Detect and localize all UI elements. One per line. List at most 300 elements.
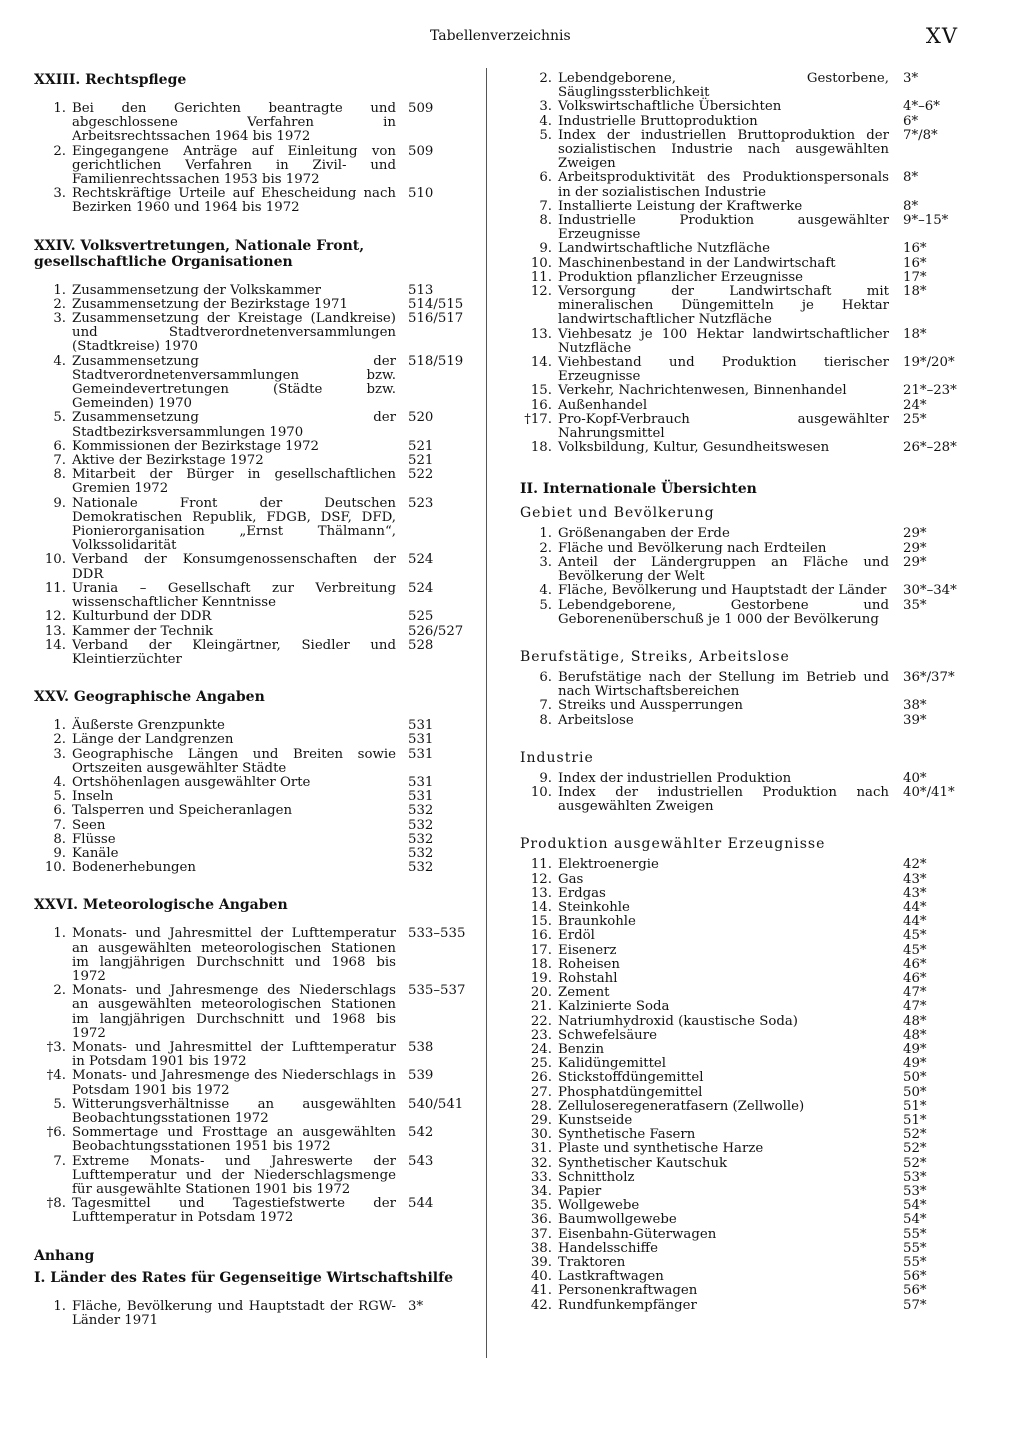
toc-entry [34, 582, 464, 610]
entry-page: 44* [903, 899, 927, 915]
entry-title: Versorgung der Landwirtschaft mit mineralischen Düngemitteln je Hektar landwirtschaftlicher Nutzfläche [558, 284, 889, 328]
toc-entry [34, 553, 464, 581]
toc-entry [520, 1228, 975, 1242]
entry-title: Kulturbund der DDR [72, 609, 212, 625]
entry-title: Rechtskräftige Urteile auf Ehescheidung nach Bezirken 1960 und 1964 bis 1972 [72, 186, 396, 216]
entry-number: 5. [53, 410, 66, 426]
entry-number: 14. [44, 637, 66, 653]
entry-title: Äußerste Grenzpunkte [72, 718, 225, 734]
toc-entry [34, 497, 464, 554]
entry-number: 5. [53, 1096, 66, 1112]
entry-number: 18. [530, 440, 552, 456]
toc-entry [520, 72, 975, 100]
toc-entry [520, 599, 975, 627]
toc-entry [34, 861, 464, 875]
entry-number: 20. [530, 985, 552, 1001]
entry-page: 50* [903, 1070, 927, 1086]
entry-title: Index der industriellen Produktion nach ausgewählten Zweigen [558, 784, 889, 815]
entry-title: Phosphatdüngemittel [558, 1084, 703, 1100]
entry-title: Anteil der Ländergruppen an Fläche und Bevölkerung der Welt [558, 554, 889, 585]
running-title: Tabellenverzeichnis [430, 28, 571, 44]
toc-entry [520, 527, 975, 541]
entry-title: Kammer der Technik [72, 623, 214, 639]
toc-entry [520, 1128, 975, 1142]
toc-entry [520, 257, 975, 271]
entry-list [34, 719, 464, 875]
entry-title: Kanäle [72, 845, 119, 861]
toc-entry [520, 1299, 975, 1313]
toc-entry [34, 804, 464, 818]
toc-entry [520, 1256, 975, 1270]
entry-number: 11. [530, 269, 552, 285]
entry-title: Verkehr, Nachrichtenwesen, Binnenhandel [558, 383, 847, 399]
entry-page: 43* [903, 885, 927, 901]
toc-entry [520, 271, 975, 285]
entry-title: Wollgewebe [558, 1198, 640, 1214]
entry-number: 9. [539, 770, 552, 786]
entry-title: Inseln [72, 789, 114, 805]
entry-title: Viehbesatz je 100 Hektar landwirtschaftlicher Nutzfläche [558, 326, 889, 356]
entry-title: Pro-Kopf-Verbrauch ausgewählter Nahrungsmittel [558, 411, 889, 442]
entry-title: Zelluloseregeneratfasern (Zellwolle) [558, 1098, 805, 1114]
entry-title: Tagesmittel und Tagestiefstwerte der Lufttemperatur in Potsdam 1972 [72, 1196, 396, 1226]
entry-title: Erdöl [558, 928, 595, 944]
entry-title: Kunstseide [558, 1112, 633, 1128]
entry-number: 5. [539, 597, 552, 613]
entry-title: Produktion pflanzlicher Erzeugnisse [558, 269, 804, 285]
entry-number: 7. [53, 1153, 66, 1169]
entry-number: 14. [530, 355, 552, 371]
entry-number: 5. [539, 127, 552, 143]
toc-entry [520, 1171, 975, 1185]
entry-page: 25* [903, 411, 927, 427]
entry-title: Landwirtschaftliche Nutzfläche [558, 241, 771, 257]
entry-page: 538 [408, 1039, 434, 1055]
entry-number: 12. [530, 871, 552, 887]
entry-number: 30. [530, 1127, 552, 1143]
entry-title: Seen [72, 817, 106, 833]
toc-entry [520, 1242, 975, 1256]
entry-number: 26. [530, 1070, 552, 1086]
toc-entry [34, 1300, 464, 1328]
entry-title: Synthetische Fasern [558, 1127, 696, 1143]
entry-page: 53* [903, 1184, 927, 1199]
entry-title: Stickstoffdüngemittel [558, 1070, 704, 1086]
entry-number: 33. [530, 1169, 552, 1185]
entry-page: 8* [903, 170, 919, 186]
entry-title: Traktoren [558, 1255, 626, 1271]
entry-number: 2. [53, 983, 66, 999]
toc-entry [520, 1157, 975, 1171]
entry-page: 539 [408, 1068, 434, 1084]
page-header [0, 26, 1024, 50]
entry-page: 532 [408, 803, 434, 819]
entry-page: 540/541 [408, 1096, 464, 1112]
entry-title: Schnittholz [558, 1169, 635, 1185]
entry-list [520, 858, 975, 1313]
entry-page: 543 [408, 1153, 434, 1169]
entry-title: Ortshöhenlagen ausgewählter Orte [72, 774, 311, 790]
toc-entry [520, 1000, 975, 1014]
entry-page: 535–537 [408, 983, 466, 999]
entry-number: 3. [53, 746, 66, 762]
entry-title: Schwefelsäure [558, 1027, 657, 1043]
entry-page: 49* [903, 1041, 927, 1057]
entry-title: Talsperren und Speicheranlagen [72, 803, 293, 819]
entry-page: 18* [903, 326, 927, 342]
entry-page: 35* [903, 597, 927, 613]
toc-entry [520, 958, 975, 972]
entry-page: 45* [903, 942, 927, 958]
entry-title: Plaste und synthetische Harze [558, 1141, 764, 1157]
toc-entry [520, 1029, 975, 1043]
entry-number: 15. [530, 914, 552, 930]
entry-number: 12. [530, 284, 552, 300]
entry-number: 21. [530, 999, 552, 1015]
entry-number: 22. [530, 1013, 552, 1029]
toc-entry [34, 610, 464, 624]
entry-title: Streiks und Aussperrungen [558, 698, 743, 714]
entry-number: 8. [53, 831, 66, 847]
right-column [520, 72, 975, 1335]
toc-entry [34, 355, 464, 412]
entry-title: Eisenerz [558, 942, 617, 958]
toc-entry [34, 468, 464, 496]
entry-number: †8. [46, 1196, 66, 1212]
entry-number: 10. [530, 784, 552, 800]
entry-title: Kalzinierte Soda [558, 999, 670, 1015]
entry-page: 526/527 [408, 623, 464, 639]
toc-entry [520, 542, 975, 556]
entry-number: 3. [53, 186, 66, 202]
entry-number: 16. [530, 928, 552, 944]
entry-page: 43* [903, 871, 927, 887]
entry-title: Witterungsverhältnisse an ausgewählten Beobachtungsstationen 1972 [72, 1096, 396, 1126]
toc-entry [520, 1199, 975, 1213]
toc-entry [34, 748, 464, 776]
entry-page: 531 [408, 746, 434, 762]
entry-title: Eisenbahn-Güterwagen [558, 1226, 717, 1242]
entry-title: Flüsse [72, 831, 116, 847]
entry-number: 17. [530, 942, 552, 958]
toc-entry [520, 699, 975, 713]
subsection-heading: Berufstätige, Streiks, Arbeitslose [520, 648, 790, 665]
entry-page: 532 [408, 860, 434, 876]
entry-number: 39. [530, 1255, 552, 1271]
entry-title: Zement [558, 985, 610, 1001]
toc-entry [520, 100, 975, 114]
entry-title: Berufstätige nach der Stellung im Betrieb und nach Wirtschaftsbereichen [558, 669, 889, 700]
entry-page: 52* [903, 1127, 927, 1143]
entry-page: 54* [903, 1212, 927, 1228]
page-number: XV [925, 24, 958, 48]
entry-title: Kalidüngemittel [558, 1056, 667, 1072]
toc-entry [520, 584, 975, 598]
entry-number: 3. [539, 554, 552, 570]
toc-entry [520, 171, 975, 199]
entry-page: 51* [903, 1112, 927, 1128]
entry-title: Verband der Kleingärtner, Siedler und Kleintierzüchter [72, 637, 396, 667]
toc-entry [34, 833, 464, 847]
entry-number: 8. [539, 712, 552, 728]
entry-page: 522 [408, 467, 434, 483]
toc-entry [34, 298, 464, 312]
toc-entry [520, 972, 975, 986]
entry-page: 57* [903, 1297, 927, 1313]
entry-page: 47* [903, 985, 927, 1001]
entry-page: 533–535 [408, 926, 466, 942]
entry-number: 8. [539, 213, 552, 229]
toc-entry [520, 1100, 975, 1114]
section-heading: XXIII. Rechtspflege [34, 72, 187, 88]
entry-number: 29. [530, 1112, 552, 1128]
entry-page: 30*–34* [903, 583, 957, 599]
entry-number: 2. [53, 296, 66, 312]
toc-entry [520, 129, 975, 172]
entry-number: 4. [539, 583, 552, 599]
entry-page: 532 [408, 817, 434, 833]
entry-number: 7. [539, 198, 552, 214]
entry-page: 21*–23* [903, 383, 957, 399]
entry-number: 36. [530, 1212, 552, 1228]
toc-entry [520, 873, 975, 887]
entry-title: Mitarbeit der Bürger in gesellschaftlichen Gremien 1972 [72, 467, 396, 497]
entry-number: 7. [53, 453, 66, 469]
entry-page: 46* [903, 956, 927, 972]
entry-title: Geographische Längen und Breiten sowie Ortszeiten ausgewählter Städte [72, 746, 396, 776]
entry-page: 520 [408, 410, 434, 426]
entry-page: 528 [408, 637, 434, 653]
entry-page: 4*–6* [903, 99, 940, 115]
toc-entry [520, 115, 975, 129]
entry-page: 55* [903, 1226, 927, 1242]
entry-title: Erdgas [558, 885, 606, 901]
toc-entry [520, 714, 975, 728]
entry-page: 16* [903, 255, 927, 271]
entry-title: Monats- und Jahresmenge des Niederschlags an ausgewählten meteorologischen Stationen im langjährigen Durchschnitt und 1968 bis 1972 [72, 983, 396, 1041]
entry-number: 1. [53, 718, 66, 734]
subsection-heading: Gebiet und Bevölkerung [520, 505, 715, 522]
toc-entry [520, 772, 975, 786]
toc-entry [520, 1213, 975, 1227]
entry-number: 18. [530, 956, 552, 972]
toc-entry [34, 790, 464, 804]
entry-number: 24. [530, 1041, 552, 1057]
entry-list [34, 102, 464, 216]
entry-title: Zusammensetzung der Stadtverordnetenversammlungen bzw. Gemeindevertretungen (Städte bzw. Gemeinden) 1970 [72, 353, 396, 412]
entry-page: 509 [408, 143, 434, 159]
toc-entry [520, 1185, 975, 1199]
entry-number: 1. [53, 101, 66, 116]
toc-entry [34, 719, 464, 733]
entry-number: 10. [530, 255, 552, 271]
entry-number: 8. [53, 467, 66, 483]
entry-number: 10. [44, 860, 66, 876]
entry-number: 27. [530, 1084, 552, 1100]
toc-entry [520, 356, 975, 384]
entry-page: 38* [903, 698, 927, 714]
toc-entry [520, 384, 975, 398]
entry-page: 532 [408, 831, 434, 847]
toc-entry [34, 1041, 464, 1069]
entry-page: 542 [408, 1125, 434, 1141]
entry-number: 37. [530, 1226, 552, 1242]
entry-title: Monats- und Jahresmenge des Niederschlags in Potsdam 1901 bis 1972 [72, 1068, 396, 1098]
entry-page: 55* [903, 1255, 927, 1271]
entry-title: Sommertage und Frosttage an ausgewählten Beobachtungsstationen 1951 bis 1972 [72, 1125, 396, 1155]
toc-entry [34, 984, 464, 1041]
toc-entry [34, 187, 464, 215]
entry-title: Zusammensetzung der Stadtbezirksversammlungen 1970 [72, 410, 396, 440]
toc-entry [34, 145, 464, 188]
entry-number: 19. [530, 970, 552, 986]
entry-number: 10. [44, 552, 66, 568]
entry-number: 2. [53, 143, 66, 159]
entry-number: †6. [46, 1125, 66, 1141]
entry-number: †4. [46, 1068, 66, 1084]
entry-title: Handelsschiffe [558, 1240, 658, 1256]
toc-entry [520, 671, 975, 699]
entry-page: 8* [903, 198, 919, 214]
entry-number: 6. [53, 803, 66, 819]
entry-number: 13. [44, 623, 66, 639]
toc-entry [520, 1270, 975, 1284]
entry-title: Index der industriellen Produktion [558, 770, 792, 786]
subsection-heading: Industrie [520, 749, 594, 766]
entry-number: 9. [53, 495, 66, 511]
entry-title: Braunkohle [558, 914, 636, 930]
toc-entry [34, 411, 464, 439]
entry-list [520, 772, 975, 815]
entry-number: 11. [44, 580, 66, 596]
toc-entry [34, 927, 464, 984]
appendix-heading: Anhang [34, 1247, 95, 1264]
entry-page: 513 [408, 282, 434, 298]
toc-entry [34, 625, 464, 639]
entry-number: 1. [53, 926, 66, 942]
entry-title: Papier [558, 1184, 602, 1199]
toc-entry [34, 847, 464, 861]
entry-page: 29* [903, 554, 927, 570]
entry-number: 7. [53, 817, 66, 833]
entry-title: Außenhandel [558, 397, 648, 413]
entry-page: 525 [408, 609, 434, 625]
entry-title: Benzin [558, 1041, 605, 1057]
entry-page: 56* [903, 1283, 927, 1299]
entry-number: 5. [53, 789, 66, 805]
entry-number: 2. [539, 540, 552, 556]
entry-page: 49* [903, 1056, 927, 1072]
toc-entry [520, 1114, 975, 1128]
entry-title: Arbeitslose [558, 712, 634, 728]
entry-title: Viehbestand und Produktion tierischer Erzeugnisse [558, 355, 889, 385]
entry-number: 15. [530, 383, 552, 399]
toc-entry [520, 200, 975, 214]
entry-page: 24* [903, 397, 927, 413]
toc-entry [520, 929, 975, 943]
entry-number: 13. [530, 885, 552, 901]
entry-page: 42* [903, 857, 927, 873]
entry-number: 4. [53, 774, 66, 790]
entry-number: 13. [530, 326, 552, 342]
entry-page: 52* [903, 1141, 927, 1157]
entry-number: 11. [530, 857, 552, 873]
entry-page: 544 [408, 1196, 434, 1212]
entry-list [520, 72, 975, 455]
entry-page: 531 [408, 789, 434, 805]
toc-entry [520, 399, 975, 413]
toc-entry [520, 1071, 975, 1085]
entry-title: Gas [558, 871, 584, 887]
entry-title: Industrielle Produktion ausgewählter Erzeugnisse [558, 213, 889, 243]
entry-title: Synthetischer Kautschuk [558, 1155, 728, 1171]
entry-title: Urania – Gesellschaft zur Verbreitung wissenschaftlicher Kenntnisse [72, 580, 396, 611]
entry-title: Personenkraftwagen [558, 1283, 698, 1299]
toc-entry [520, 441, 975, 455]
toc-entry [520, 1043, 975, 1057]
toc-entry [520, 242, 975, 256]
entry-page: 46* [903, 970, 927, 986]
entry-number: 34. [530, 1184, 552, 1199]
entry-page: 29* [903, 526, 927, 542]
entry-page: 510 [408, 186, 434, 202]
entry-title: Nationale Front der Deutschen Demokratischen Republik, FDGB, DSF, DFD, Pionierorganisation „Ernst Thälmann“, Volkssolidarität [72, 495, 396, 554]
entry-title: Maschinenbestand in der Landwirtschaft [558, 255, 836, 271]
toc-entry [520, 901, 975, 915]
entry-title: Lastkraftwagen [558, 1269, 664, 1285]
entry-title: Index der industriellen Bruttoproduktion der sozialistischen Industrie nach ausgewählten Zweigen [558, 127, 889, 172]
entry-number: 9. [539, 241, 552, 257]
entry-number: †3. [46, 1039, 66, 1055]
entry-page: 56* [903, 1269, 927, 1285]
toc-entry [520, 1284, 975, 1298]
entry-page: 29* [903, 540, 927, 556]
subsection-heading: Produktion ausgewählter Erzeugnisse [520, 836, 826, 853]
toc-entry [520, 1086, 975, 1100]
entry-number: 1. [53, 282, 66, 298]
entry-page: 26*–28* [903, 440, 957, 456]
entry-page: 9*–15* [903, 213, 949, 229]
entry-page: 523 [408, 495, 434, 511]
entry-title: Industrielle Bruttoproduktion [558, 113, 758, 129]
toc-entry [520, 915, 975, 929]
toc-entry [34, 312, 464, 355]
entry-title: Natriumhydroxid (kaustische Soda) [558, 1013, 798, 1029]
entry-title: Rundfunkempfänger [558, 1297, 697, 1313]
entry-title: Eingegangene Anträge auf Einleitung von gerichtlichen Verfahren in Zivil- und Familienrechtssachen 1953 bis 1972 [72, 143, 396, 188]
entry-title: Monats- und Jahresmittel der Lufttemperatur an ausgewählten meteorologischen Stationen im langjährigen Durchschnitt und 1968 bis 1972 [72, 926, 396, 984]
entry-page: 47* [903, 999, 927, 1015]
section-heading: XXV. Geographische Angaben [34, 689, 265, 706]
left-column [34, 72, 464, 1350]
entry-title: Lebendgeborene, Gestorbene, Säuglingssterblichkeit [558, 71, 889, 101]
entry-page: 45* [903, 928, 927, 944]
toc-entry [34, 440, 464, 454]
entry-title: Aktive der Bezirkstage 1972 [72, 453, 264, 469]
entry-number: 16. [530, 397, 552, 413]
entry-list [34, 927, 464, 1225]
entry-title: Kommissionen der Bezirkstage 1972 [72, 438, 319, 454]
entry-page: 50* [903, 1084, 927, 1100]
entry-page: 18* [903, 284, 927, 300]
column-divider [486, 68, 487, 1358]
toc-entry [520, 556, 975, 584]
entry-number: 31. [530, 1141, 552, 1157]
entry-number: 28. [530, 1098, 552, 1114]
section-heading: XXVI. Meteorologische Angaben [34, 897, 288, 914]
entry-number: 25. [530, 1056, 552, 1072]
entry-page: 524 [408, 580, 434, 596]
